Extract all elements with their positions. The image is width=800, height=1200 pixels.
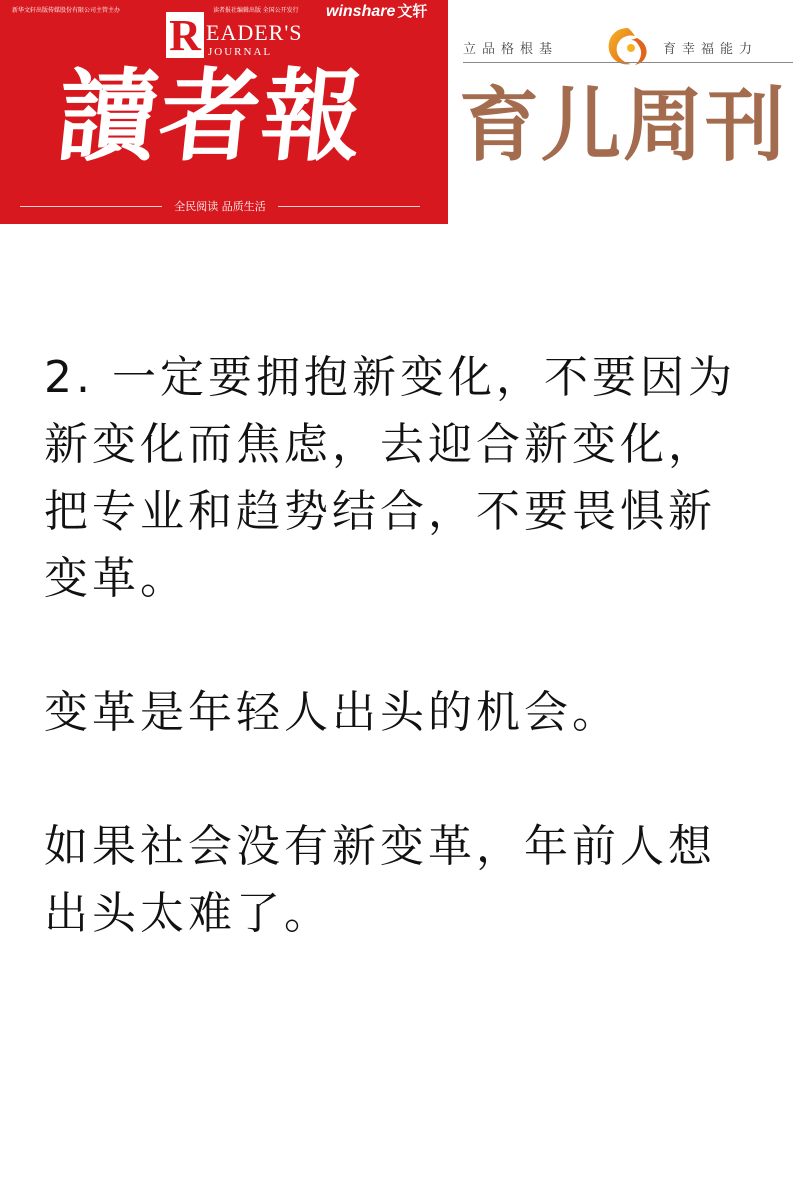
parenting-weekly-title: 育儿周刊 <box>459 79 787 172</box>
divider <box>20 206 162 207</box>
parenting-weekly-logo <box>455 0 800 230</box>
logo-letter: R <box>166 12 204 58</box>
motto-underline <box>463 62 793 63</box>
motto-right: 育幸福能力 <box>663 42 759 57</box>
header <box>0 0 800 230</box>
paragraph: 2. 一定要拥抱新变化，不要因为新变化而焦虑，去迎合新变化，把专业和趋势结合，不要畏惧新变革。 <box>44 352 736 604</box>
paragraph: 变革是年轻人出头的机会。 <box>44 687 620 738</box>
publisher-note: 新华文轩出版传媒股份有限公司主管主办 <box>12 8 121 14</box>
banner-slogan: 全民阅读 品质生活 <box>174 200 266 213</box>
paragraph: 如果社会没有新变革，年前人想出头太难了。 <box>44 821 716 939</box>
slogan-row <box>20 198 420 214</box>
article-body <box>44 344 760 947</box>
winshare-cn-label: 文轩 <box>397 3 428 20</box>
winshare-logo <box>326 0 427 21</box>
logo-word-journal: JOURNAL <box>208 46 273 58</box>
newspaper-title: 讀者報 <box>51 57 371 175</box>
divider <box>278 206 420 207</box>
readers-journal-banner <box>0 0 448 224</box>
winshare-label: winshare <box>326 3 396 20</box>
motto-left: 立品格根基 <box>463 42 559 57</box>
logo-word-readers: EADER'S <box>206 20 303 45</box>
motto-row <box>463 24 783 64</box>
editor-note: 读者报社编辑出版 全国公开发行 <box>213 8 299 14</box>
